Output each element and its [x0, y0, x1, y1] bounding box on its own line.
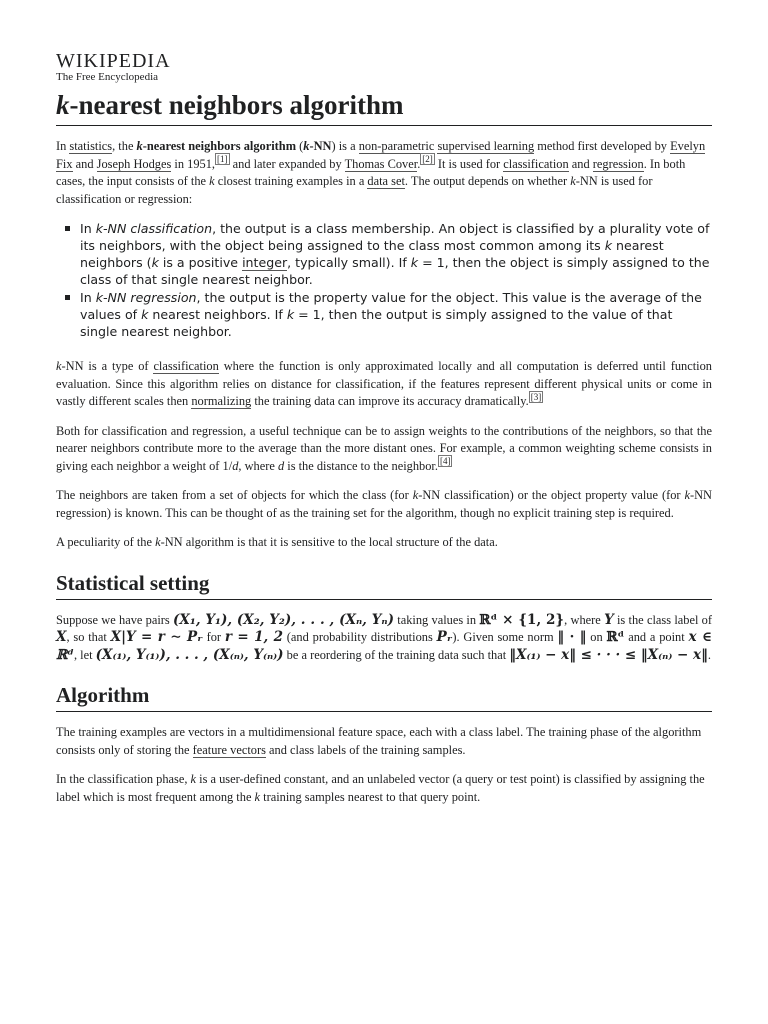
- intro-paragraph: In statistics, the k-nearest neighbors algorithm (k-NN) is a non-parametric supervised learning method first developed by Evelyn Fix and Joseph Hodges in 1951, [1] and later expanded by Thomas Cover. [2] It is used for classification and regression. In both cases, the input consists of the k closest training examples in a data set. The output depends on whether k-NN is used for classification or regression:: [56, 139, 706, 206]
- link-regression[interactable]: regression: [592, 156, 644, 171]
- link-statistics[interactable]: statistics: [69, 139, 113, 153]
- link-normalizing[interactable]: normalizing: [191, 394, 252, 408]
- citation-4[interactable]: [4]: [439, 456, 451, 467]
- logo-wordmark: WIKIPEDIA: [56, 50, 171, 72]
- citation-3[interactable]: [3]: [530, 391, 542, 402]
- citation-2[interactable]: [2]: [422, 154, 433, 165]
- paragraph-knn-type: k-NN is a type of classification where the function is only approximated locally and all computation is deferred until function evaluation. Since this algorithm relies on distance for classification, if the features represent different physical units or come in vastly different scales then normalizing the training data can improve its accuracy dramatically. [3]: [56, 359, 712, 408]
- paragraph-neighbors: The neighbors are taken from a set of objects for which the class (for k-NN classification) or the object property value (for k-NN regression) is known. This can be thought of as the training set for the algorithm, though no explicit training step is required.: [56, 488, 713, 520]
- link-feature-vectors[interactable]: feature vectors: [192, 742, 266, 757]
- wikipedia-logo[interactable]: [56, 50, 712, 84]
- paragraph-training: The training examples are vectors in a multidimensional feature space, each with a class label. The training phase of the algorithm consists only of storing the feature vectors and class labels of the training samples.: [56, 725, 702, 757]
- link-data-set[interactable]: data set: [367, 174, 405, 188]
- link-integer[interactable]: integer: [242, 255, 288, 270]
- list-item: In k-NN regression, the output is the property value for the object. This value is the average of the values of k nearest neighbors. If k = 1, then the output is simply assigned to the value of that single nearest neighbor.: [64, 289, 712, 340]
- link-classification[interactable]: classification: [503, 156, 569, 171]
- paragraph-weights: Both for classification and regression, a useful technique can be to assign weights to the contributions of the neighbors, so that the nearer neighbors contribute more to the average than the more distant ones. For example, a common weighting scheme consists in giving each neighbor a weight of 1/d, where d is the distance to the neighbor. [4]: [56, 423, 712, 473]
- link-supervised-learning[interactable]: supervised learning: [437, 139, 535, 153]
- section-heading-statistical-setting: Statistical setting: [56, 570, 712, 600]
- paragraph-peculiarity: A peculiarity of the k-NN algorithm is that it is sensitive to the local structure of the data.: [56, 535, 498, 549]
- paragraph-classification-phase: In the classification phase, k is a user-defined constant, and an unlabeled vector (a query or test point) is classified by assigning the label which is most frequent among the k training samples nearest to that query point.: [56, 772, 705, 804]
- link-joseph-hodges[interactable]: Joseph Hodges: [96, 156, 172, 171]
- section-heading-algorithm: Algorithm: [56, 682, 712, 712]
- link-non-parametric[interactable]: non-parametric: [358, 139, 435, 153]
- paragraph-statistical-setting: Suppose we have pairs (X₁, Y₁), (X₂, Y₂), . . . , (Xₙ, Yₙ) taking values in ℝᵈ × {1, 2}, where Y is the class label of X, so that X|Y = r ∼ Pᵣ for r = 1, 2 (and probability distributions Pᵣ). Given some norm ‖ · ‖ on ℝᵈ and a point x ∈ ℝᵈ, let (X₍₁₎, Y₍₁₎), . . . , (X₍ₙ₎, Y₍ₙ₎) be a reordering of the training data such that ‖X₍₁₎ − x‖ ≤ · · · ≤ ‖X₍ₙ₎ − x‖.: [56, 611, 712, 663]
- list-item: In k-NN classification, the output is a class membership. An object is classified by a plurality vote of its neighbors, with the object being assigned to the class most common among its k nearest neighbors (k is a positive integer, typically small). If k = 1, then the object is simply assigned to the class of that single nearest neighbor.: [64, 220, 712, 288]
- link-evelyn-fix[interactable]: Evelyn Fix: [56, 139, 706, 171]
- page-title: k-nearest neighbors algorithm: [56, 88, 712, 126]
- citation-1[interactable]: [1]: [217, 154, 228, 165]
- article-page: [56, 0, 712, 806]
- output-types-list: [64, 220, 712, 340]
- logo-tagline: The Free Encyclopedia: [56, 71, 159, 83]
- link-thomas-cover[interactable]: Thomas Cover: [344, 156, 418, 171]
- link-classification-2[interactable]: classification: [153, 359, 219, 373]
